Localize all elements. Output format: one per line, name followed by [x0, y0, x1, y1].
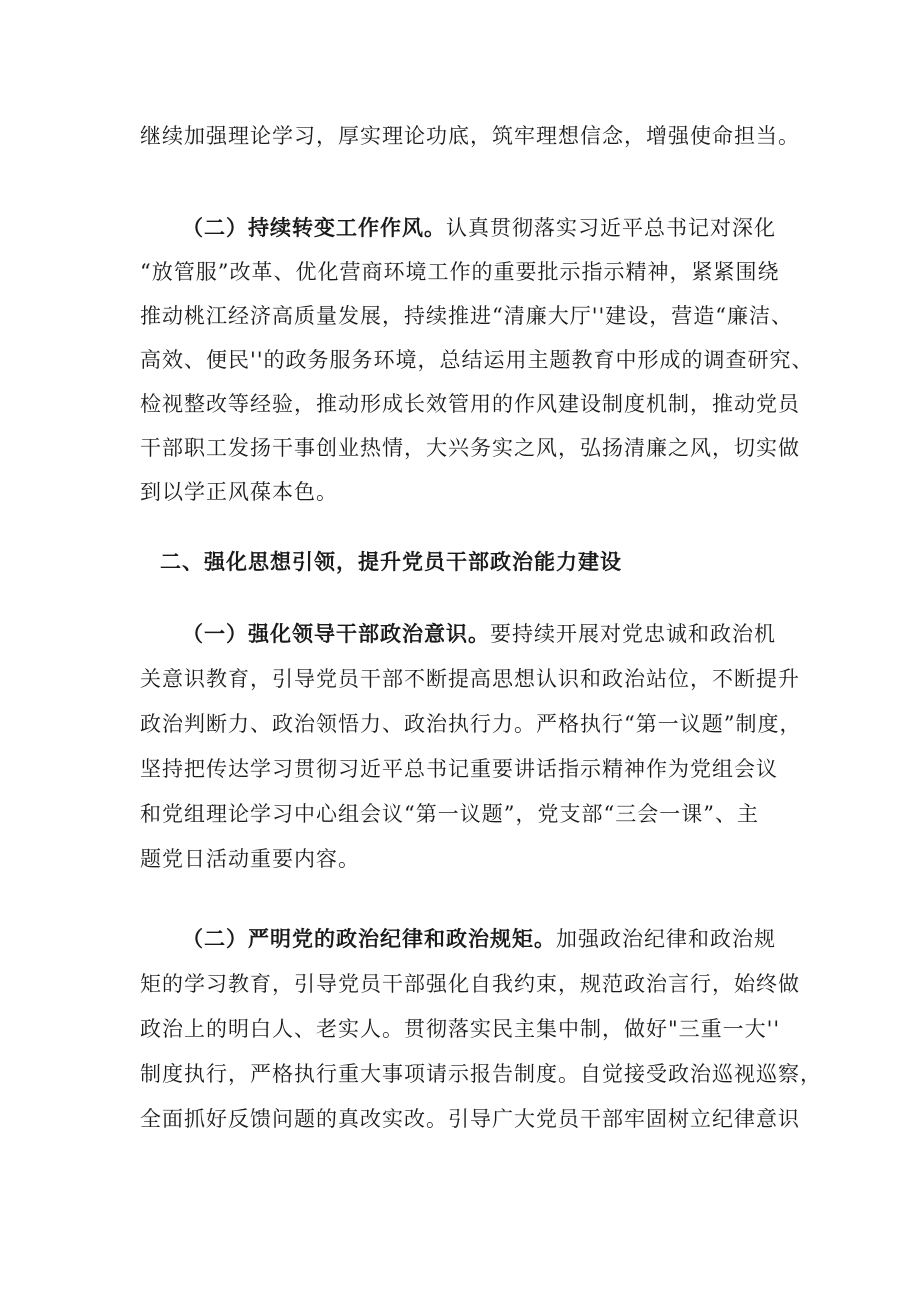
- paragraph-line: 到以学正风葆本色。: [140, 480, 338, 504]
- paragraph-text: 要持续开展对党忠诚和政治机: [490, 622, 776, 646]
- paragraph-line: 全面抓好反馈问题的真改实改。引导广大党员干部牢固树立纪律意识: [140, 1107, 800, 1131]
- paragraph-text: 认真贯彻落实习近平总书记对深化: [446, 216, 776, 240]
- paragraph-line: 关意识教育，引导党员干部不断提高思想认识和政治站位，不断提升: [140, 667, 800, 691]
- section-heading: 二、强化思想引领，提升党员干部政治能力建设: [160, 550, 622, 574]
- paragraph-first-line: [182, 618, 776, 650]
- paragraph-heading: （二）持续转变工作作风。: [182, 216, 446, 240]
- paragraph-line: 继续加强理论学习，厚实理论功底，筑牢理想信念，增强使命担当。: [140, 124, 800, 148]
- paragraph-text: 加强政治纪律和政治规: [556, 927, 776, 951]
- paragraph-first-line: [182, 212, 776, 244]
- paragraph-line: “放管服”改革、优化营商环境工作的重要批示指示精神，紧紧围绕: [140, 260, 780, 284]
- paragraph-heading: （一）强化领导干部政治意识。: [182, 622, 490, 646]
- paragraph-line: 政治判断力、政治领悟力、政治执行力。严格执行“第一议题”制度，: [140, 712, 802, 736]
- paragraph-line: 检视整改等经验，推动形成长效管用的作风建设制度机制，推动党员: [140, 392, 800, 416]
- paragraph-line: 和党组理论学习中心组会议“第一议题”，党支部“三会一课”、主: [140, 802, 759, 826]
- paragraph-line: 制度执行，严格执行重大事项请示报告制度。自觉接受政治巡视巡察，: [140, 1062, 822, 1086]
- paragraph-line: 题党日活动重要内容。: [140, 847, 360, 871]
- paragraph-heading: （二）严明党的政治纪律和政治规矩。: [182, 927, 556, 951]
- paragraph-line: 干部职工发扬干事创业热情，大兴务实之风，弘扬清廉之风，切实做: [140, 436, 800, 460]
- paragraph-line: 推动桃江经济高质量发展，持续推进“清廉大厅''建设，营造“廉洁、: [140, 304, 794, 328]
- paragraph-first-line: [182, 923, 776, 955]
- paragraph-line: 政治上的明白人、老实人。贯彻落实民主集中制，做好"三重一大'': [140, 1017, 781, 1041]
- paragraph-line: 坚持把传达学习贯彻习近平总书记重要讲话指示精神作为党组会议: [140, 757, 778, 781]
- paragraph-line: 高效、便民''的政务服务环境，总结运用主题教育中形成的调查研究、: [140, 348, 814, 372]
- paragraph-line: 矩的学习教育，引导党员干部强化自我约束，规范政治言行，始终做: [140, 972, 800, 996]
